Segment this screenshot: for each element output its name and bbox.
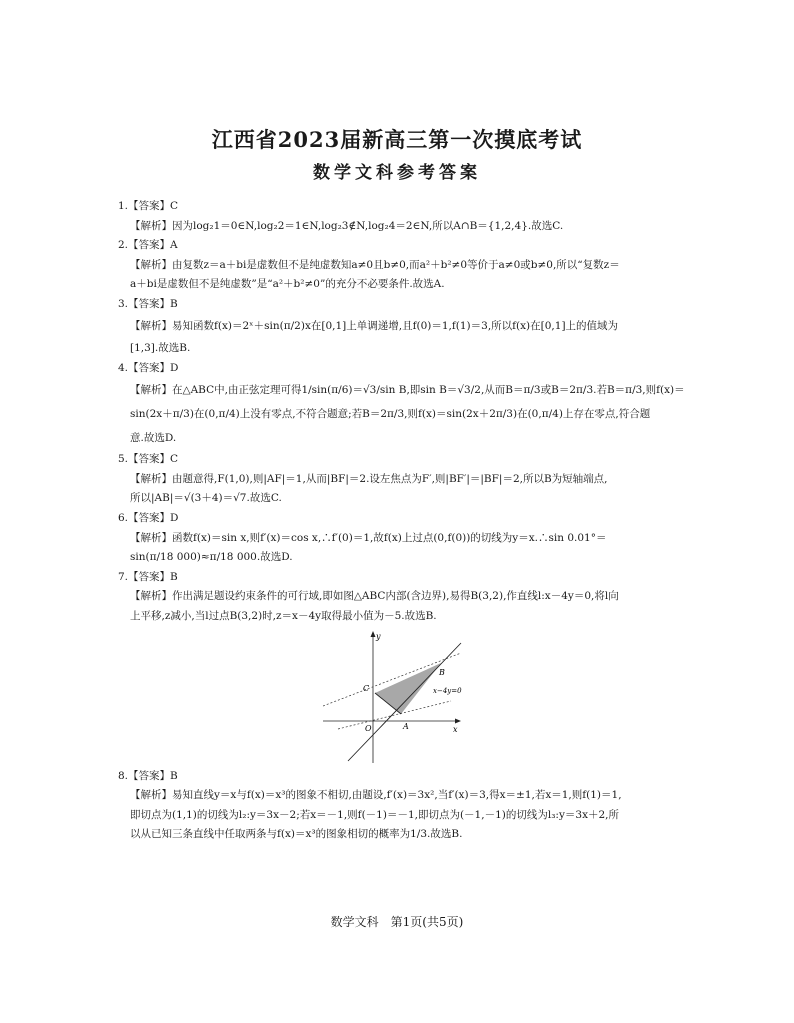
answer-label: 7.【答案】B (118, 570, 178, 583)
answer-item-3 (118, 295, 678, 359)
answer-item-4 (118, 359, 685, 451)
axis-y-label: y (376, 631, 381, 641)
page-title: 江西省2023届新高三第一次摸底考试 (211, 127, 583, 152)
explanation: 【解析】易知直线y＝x与f(x)＝x³的图象不相切,由题设,f′(x)＝3x²,当f′(x)＝3,得x＝±1,若x＝1,则f(1)＝1, 即切点为(1,1)的切线为l₂:y＝3x－2;若x＝－1,则f(－1)＝－1,即切点为(－1,－1)的切线为l₃:y＝3x＋2,所 以从已知三条直线中任取两条与f(x)＝x³的图象相切的概率为1/3.故选B. (130, 789, 622, 841)
answer-item-7 (118, 568, 678, 763)
explanation: 【解析】易知函数f(x)＝2ˣ＋sin(π/2)x在[0,1]上单调递增,且f(0)＝1,f(1)＝3,所以f(x)在[0,1]上的值域为 [1,3].故选B. (130, 319, 619, 354)
answers-list (118, 197, 685, 845)
point-o-label: O (365, 723, 372, 733)
answer-label: 1.【答案】C (118, 200, 179, 212)
explanation: 【解析】作出满足题设约束条件的可行域,即如图△ABC内部(含边界),易得B(3,2),作直线l:x－4y＝0,将l向 上平移,z减小,当l过点B(3,2)时,z＝x－4y取得最小值为－5.故选B. (130, 590, 619, 622)
answer-label: 8.【答案】B (118, 769, 178, 782)
answer-label: 5.【答案】C (118, 453, 179, 466)
boundary-line-ab (348, 643, 461, 761)
page-footer: 数学文科 第1页(共5页) (330, 915, 464, 929)
answer-label: 3.【答案】B (118, 297, 178, 310)
point-c-label: C (363, 683, 370, 693)
feasible-region (375, 663, 441, 714)
explanation: 【解析】因为log₂1＝0∈N,log₂2＝1∈N,log₂3∉N,log₂4＝2∈N,所以A∩B＝{1,2,4}.故选C. (130, 219, 564, 232)
explanation: 【解析】由复数z＝a＋bi是虚数但不是纯虚数知a≠0且b≠0,而a²＋b²≠0等价于a≠0或b≠0,所以“复数z＝ a＋bi是虚数但不是纯虚数”是“a²＋b²≠0”的充分不必要条件.故选A. (130, 258, 620, 291)
axis-x-label: x (453, 724, 458, 734)
answer-item-5 (118, 450, 678, 509)
point-a-label: A (403, 721, 409, 731)
point-b-label: B (439, 667, 445, 677)
objective-line-label: x−4y=0 (433, 686, 462, 695)
answer-item-1 (118, 197, 678, 236)
x-axis-arrow (455, 718, 461, 723)
answer-label: 2.【答案】A (118, 239, 178, 252)
explanation: 【解析】函数f(x)＝sin x,则f′(x)＝cos x,∴f′(0)＝1,故f(x)上过点(0,f(0))的切线为y＝x.∴sin 0.01°＝ sin(π/18 000)≈π/18 000.故选D. (130, 531, 607, 564)
page-subtitle: 数学文科参考答案 (313, 163, 481, 183)
explanation: 【解析】在△ABC中,由正弦定理可得1/sin(π/6)＝√3/sin B,即sin B＝√3/2,从而B＝π/3或B＝2π/3.若B＝π/3,则f(x)＝ sin(2x＋π/3)在(0,π/4)上没有零点,不符合题意;若B＝2π/3,则f(x)＝sin(2x＋2π/3)在(0,π/4)上存在零点,符合题 意.故选D. (130, 384, 685, 445)
feasible-region-graph (323, 631, 473, 763)
explanation: 【解析】由题意得,F(1,0),则|AF|＝1,从而|BF|＝2.设左焦点为F′,则|BF′|＝|BF|＝2,所以B为短轴端点, 所以|AB|＝√(3＋4)＝√7.故选C. (130, 472, 608, 505)
y-axis-arrow (371, 631, 376, 637)
answer-label: 6.【答案】D (118, 511, 179, 524)
answer-item-8 (118, 767, 678, 845)
answer-item-6 (118, 509, 678, 568)
answer-item-2 (118, 236, 678, 295)
answer-label: 4.【答案】D (118, 361, 179, 374)
